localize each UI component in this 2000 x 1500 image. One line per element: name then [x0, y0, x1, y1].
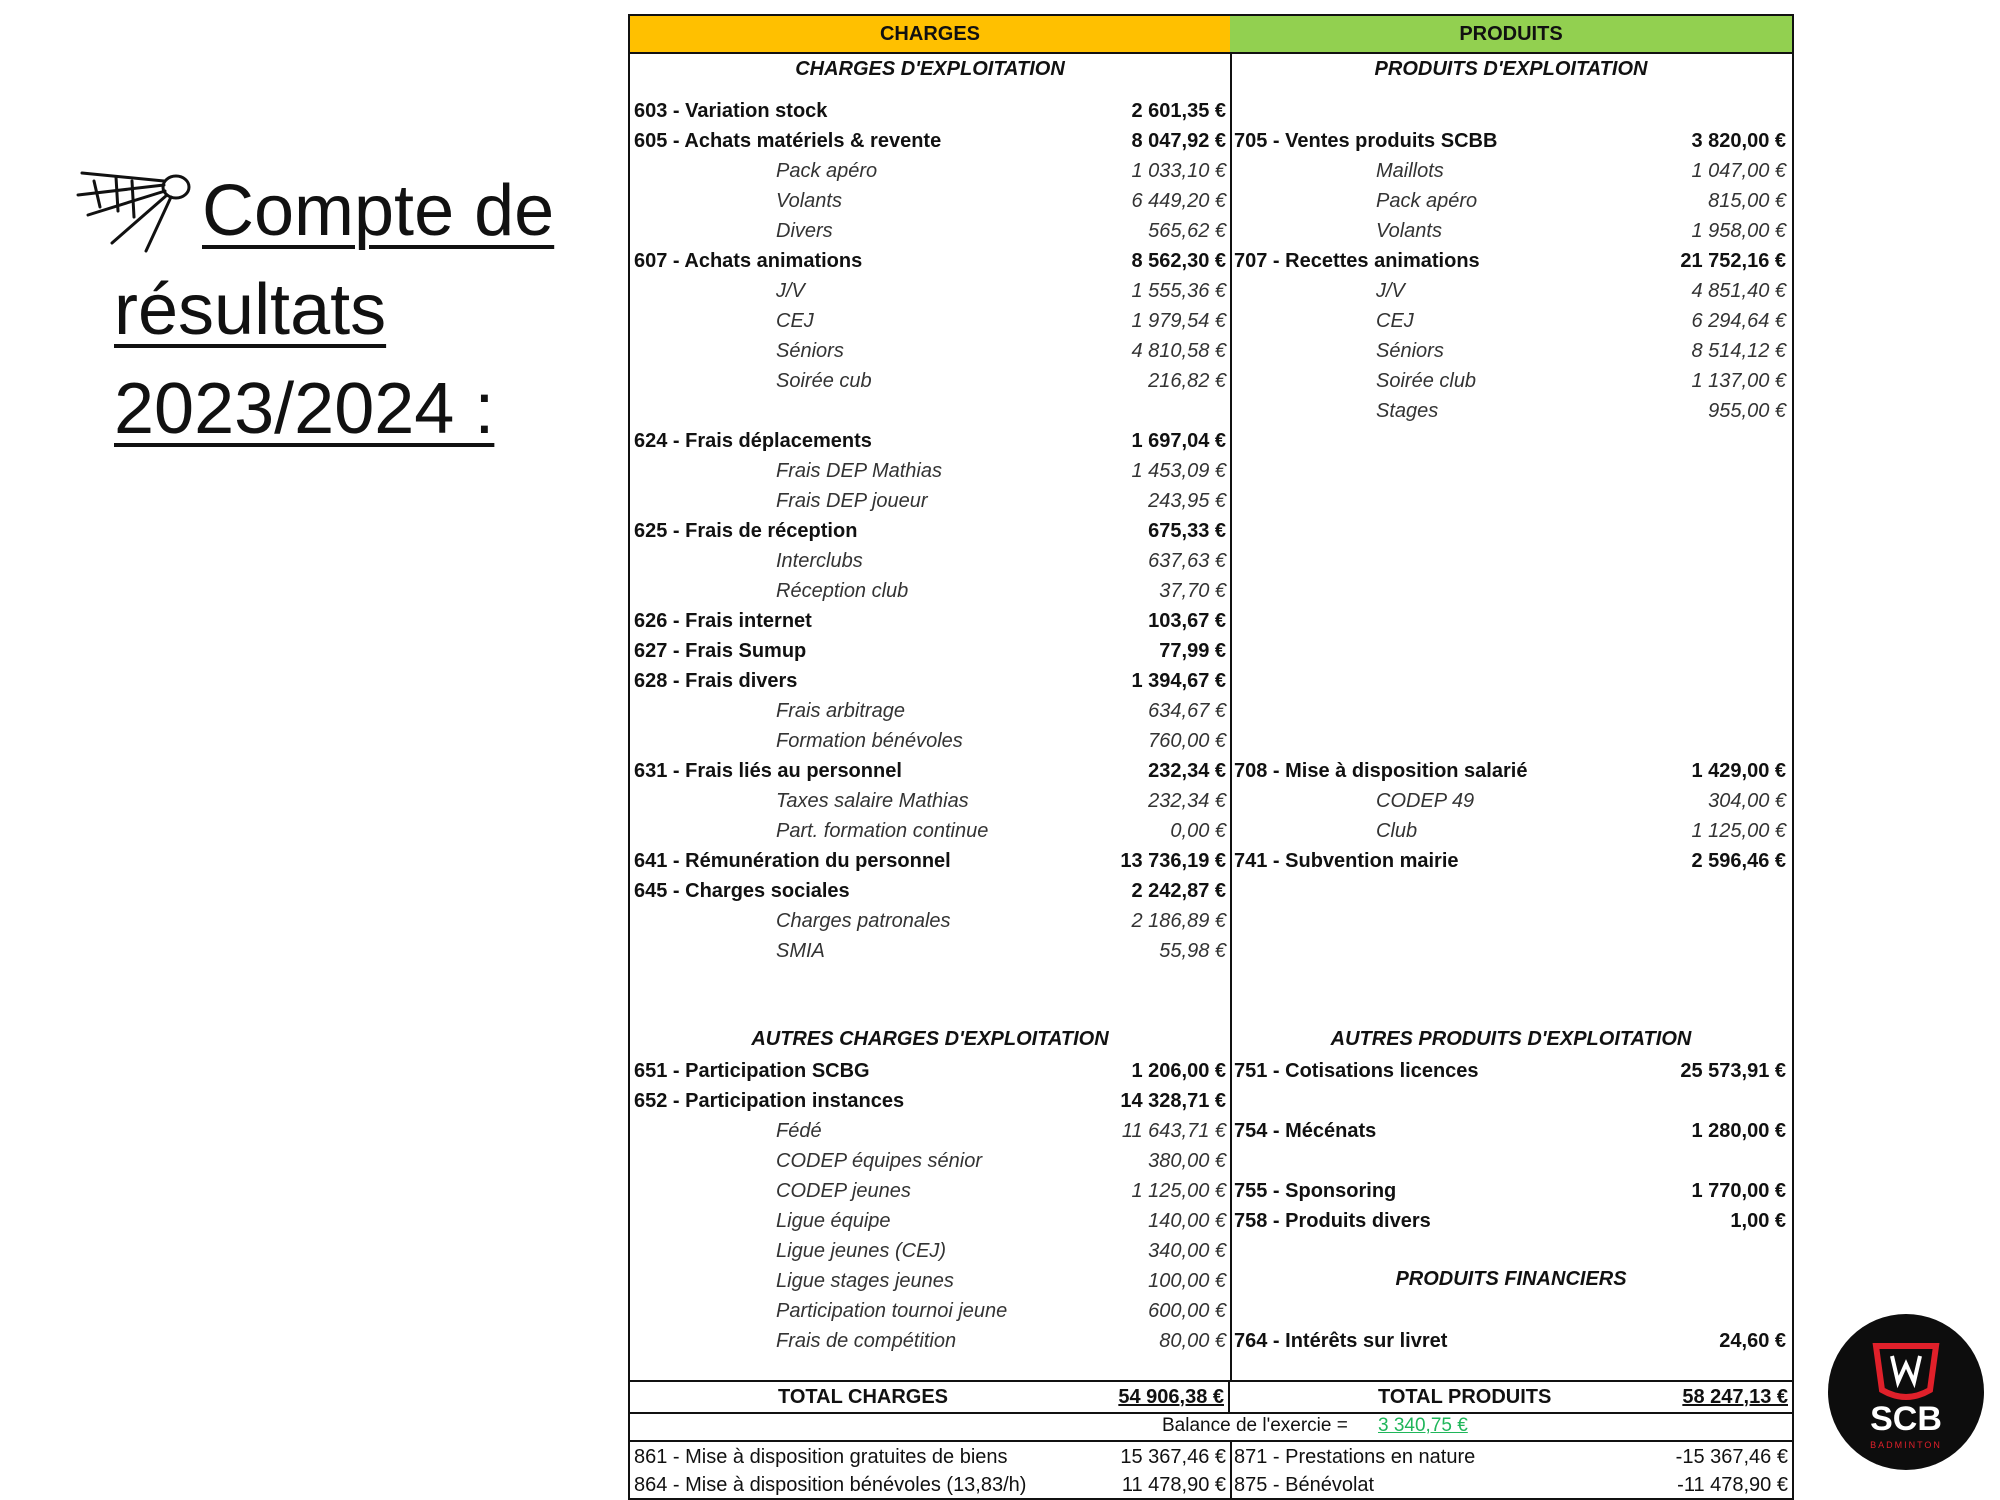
produits-row: [1234, 1326, 1786, 1356]
produits-row: [1234, 366, 1786, 396]
charges-value: 37,70 €: [1159, 580, 1226, 602]
produits-row: [1234, 156, 1786, 186]
charges-value: 243,95 €: [1148, 490, 1226, 512]
charges-label: 651 - Participation SCBG: [634, 1060, 870, 1082]
produits-label: 708 - Mise à disposition salarié: [1234, 760, 1528, 782]
charges-value: 140,00 €: [1148, 1210, 1226, 1232]
produits-value: 6 294,64 €: [1691, 310, 1786, 332]
produits-label: Volants: [1376, 220, 1442, 242]
charges-row: [634, 216, 1226, 246]
charges-label: Frais DEP joueur: [776, 490, 928, 512]
charges-label: Fédé: [776, 1120, 822, 1142]
produits-value: 4 851,40 €: [1691, 280, 1786, 302]
produits-row: [1234, 126, 1786, 156]
total-produits: [1230, 1382, 1792, 1412]
produits-value: 21 752,16 €: [1680, 250, 1786, 272]
produits-row: [1234, 1056, 1786, 1086]
produits-row: [1234, 186, 1786, 216]
contribution-row: [630, 1470, 1792, 1500]
scb-badminton-logo: [1826, 1312, 1986, 1472]
produits-value: 3 820,00 €: [1691, 130, 1786, 152]
produits-label: 758 - Produits divers: [1234, 1210, 1431, 1232]
charges-label: Réception club: [776, 580, 909, 602]
charges-value: 637,63 €: [1148, 550, 1226, 572]
charges-row: [634, 876, 1226, 906]
charges-row: [634, 636, 1226, 666]
produits-label: Stages: [1376, 400, 1439, 422]
charges-row: [634, 696, 1226, 726]
produits-value: 1 125,00 €: [1691, 820, 1786, 842]
produits-value: 1 958,00 €: [1691, 220, 1786, 242]
section-autres-produits: AUTRES PRODUITS D'EXPLOITATION: [1330, 1028, 1692, 1050]
produits-row: [1234, 816, 1786, 846]
produits-value: 24,60 €: [1719, 1330, 1786, 1352]
produits-label: CEJ: [1376, 310, 1414, 332]
charges-value: 1 394,67 €: [1131, 670, 1226, 692]
charges-label: Divers: [776, 220, 833, 242]
contribution-right-value: -11 478,90 €: [1677, 1474, 1788, 1496]
charges-value: 13 736,19 €: [1120, 850, 1226, 872]
charges-row: [634, 786, 1226, 816]
charges-value: 675,33 €: [1148, 520, 1226, 542]
produits-row: [1234, 246, 1786, 276]
produits-value: 1 137,00 €: [1691, 370, 1786, 392]
total-produits-label: TOTAL PRODUITS: [1378, 1386, 1552, 1408]
section-produits-exploitation: PRODUITS D'EXPLOITATION: [1374, 58, 1648, 80]
contribution-left-value: 11 478,90 €: [1121, 1474, 1226, 1496]
produits-row: [1234, 786, 1786, 816]
charges-label: 628 - Frais divers: [634, 670, 798, 692]
title-line-3: 2023/2024 :: [114, 369, 495, 449]
total-produits-value: 58 247,13 €: [1682, 1386, 1788, 1408]
produits-label: 707 - Recettes animations: [1234, 250, 1480, 272]
charges-value: 1 555,36 €: [1131, 280, 1226, 302]
title-text-1: Compte de: [202, 171, 555, 251]
charges-label: 652 - Participation instances: [634, 1090, 905, 1112]
produits-value: 1 770,00 €: [1691, 1180, 1786, 1202]
title-line-1: [72, 162, 632, 261]
charges-value: 4 810,58 €: [1131, 340, 1226, 362]
charges-row: [634, 186, 1226, 216]
charges-value: 8 562,30 €: [1131, 250, 1226, 272]
charges-value: 232,34 €: [1148, 790, 1226, 812]
charges-label: Taxes salaire Mathias: [776, 790, 969, 812]
charges-label: CEJ: [776, 310, 814, 332]
produits-row: [1234, 396, 1786, 426]
total-charges-label: TOTAL CHARGES: [778, 1386, 949, 1408]
slide-title: [72, 162, 632, 459]
charges-value: 634,67 €: [1148, 700, 1226, 722]
charges-label: Frais de compétition: [776, 1330, 957, 1352]
charges-label: 624 - Frais déplacements: [634, 430, 872, 452]
charges-row: [634, 606, 1226, 636]
section-autres-charges: AUTRES CHARGES D'EXPLOITATION: [751, 1028, 1109, 1050]
charges-label: Ligue stages jeunes: [776, 1270, 954, 1292]
charges-label: SMIA: [776, 940, 825, 962]
produits-row: [1234, 1176, 1786, 1206]
charges-label: 641 - Rémunération du personnel: [634, 850, 951, 872]
charges-row: [634, 126, 1226, 156]
charges-label: Frais arbitrage: [776, 700, 905, 722]
charges-label: CODEP équipes sénior: [776, 1150, 983, 1172]
charges-row: [634, 666, 1226, 696]
charges-value: 1 125,00 €: [1131, 1180, 1226, 1202]
charges-row: [634, 1236, 1226, 1266]
charges-row: [634, 546, 1226, 576]
charges-value: 760,00 €: [1148, 730, 1226, 752]
produits-label: 764 - Intérêts sur livret: [1234, 1330, 1448, 1352]
produits-value: 304,00 €: [1708, 790, 1786, 812]
charges-label: 625 - Frais de réception: [634, 520, 858, 542]
charges-row: [634, 486, 1226, 516]
produits-row: [1234, 336, 1786, 366]
charges-label: 626 - Frais internet: [634, 610, 812, 632]
charges-row: [634, 756, 1226, 786]
charges-row: [634, 156, 1226, 186]
shuttlecock-icon: [72, 167, 196, 257]
charges-column: [630, 16, 1232, 1380]
produits-label: 754 - Mécénats: [1234, 1120, 1377, 1142]
produits-row: [1234, 1116, 1786, 1146]
logo-text: SCB: [1870, 1400, 1942, 1438]
produits-row: [1234, 276, 1786, 306]
charges-row: [634, 426, 1226, 456]
charges-value: 103,67 €: [1148, 610, 1226, 632]
produits-label: CODEP 49: [1376, 790, 1475, 812]
charges-value: 11 643,71 €: [1121, 1120, 1226, 1142]
total-charges-value: 54 906,38 €: [1118, 1386, 1224, 1408]
charges-label: CODEP jeunes: [776, 1180, 911, 1202]
charges-row: [634, 906, 1226, 936]
total-charges: [630, 1382, 1230, 1412]
produits-row: [1234, 306, 1786, 336]
charges-value: 77,99 €: [1159, 640, 1226, 662]
charges-label: Frais DEP Mathias: [776, 460, 942, 482]
charges-row: [634, 936, 1226, 966]
totals-row: [630, 1380, 1792, 1414]
produits-value: 1 280,00 €: [1691, 1120, 1786, 1142]
produits-row: [1234, 846, 1786, 876]
charges-row: [634, 516, 1226, 546]
charges-row: [634, 576, 1226, 606]
charges-row: [634, 1326, 1226, 1356]
produits-value: 25 573,91 €: [1680, 1060, 1786, 1082]
charges-value: 340,00 €: [1148, 1240, 1226, 1262]
charges-value: 2 601,35 €: [1131, 100, 1226, 122]
charges-row: [634, 1266, 1226, 1296]
charges-row: [634, 1086, 1226, 1116]
charges-value: 6 449,20 €: [1131, 190, 1226, 212]
charges-label: Ligue équipe: [776, 1210, 891, 1232]
balance-value: 3 340,75 €: [1378, 1415, 1468, 1436]
charges-row: [634, 846, 1226, 876]
produits-label: J/V: [1376, 280, 1405, 302]
charges-value: 216,82 €: [1148, 370, 1226, 392]
produits-label: 751 - Cotisations licences: [1234, 1060, 1479, 1082]
charges-row: [634, 366, 1226, 396]
contribution-left-value: 15 367,46 €: [1120, 1446, 1226, 1468]
contribution-row: [630, 1442, 1792, 1472]
charges-row: [634, 1176, 1226, 1206]
charges-row: [634, 1146, 1226, 1176]
charges-value: 8 047,92 €: [1131, 130, 1226, 152]
charges-row: [634, 1296, 1226, 1326]
produits-value: 8 514,12 €: [1691, 340, 1786, 362]
charges-value: 1 453,09 €: [1131, 460, 1226, 482]
produits-value: 2 596,46 €: [1691, 850, 1786, 872]
charges-header: CHARGES: [630, 16, 1230, 54]
charges-row: [634, 306, 1226, 336]
charges-value: 80,00 €: [1159, 1330, 1226, 1352]
produits-row: [1234, 1206, 1786, 1236]
charges-label: 607 - Achats animations: [634, 250, 863, 272]
contribution-left-label: 864 - Mise à disposition bénévoles (13,83/h): [634, 1474, 1027, 1496]
charges-value: 565,62 €: [1148, 220, 1226, 242]
charges-label: Participation tournoi jeune: [776, 1300, 1008, 1322]
charges-label: Ligue jeunes (CEJ): [776, 1240, 947, 1262]
produits-label: Maillots: [1376, 160, 1444, 182]
produits-row: [1234, 756, 1786, 786]
charges-value: 55,98 €: [1159, 940, 1226, 962]
charges-value: 1 206,00 €: [1131, 1060, 1226, 1082]
charges-label: 603 - Variation stock: [634, 100, 828, 122]
title-line-2: résultats: [114, 270, 387, 350]
charges-label: Interclubs: [776, 550, 863, 572]
charges-row: [634, 1056, 1226, 1086]
contribution-right-value: -15 367,46 €: [1675, 1446, 1788, 1468]
charges-row: [634, 246, 1226, 276]
charges-row: [634, 276, 1226, 306]
charges-value: 232,34 €: [1148, 760, 1226, 782]
charges-value: 1 033,10 €: [1131, 160, 1226, 182]
charges-row: [634, 96, 1226, 126]
produits-label: Pack apéro: [1376, 190, 1478, 212]
charges-label: Charges patronales: [776, 910, 951, 932]
charges-value: 2 242,87 €: [1131, 880, 1226, 902]
income-statement-table: [628, 14, 1794, 1500]
charges-label: Séniors: [776, 340, 844, 362]
charges-label: Volants: [776, 190, 842, 212]
produits-row: [1234, 216, 1786, 246]
section-charges-exploitation: CHARGES D'EXPLOITATION: [795, 58, 1065, 80]
balance-row: [630, 1412, 1792, 1442]
charges-label: Part. formation continue: [776, 820, 989, 842]
charges-row: [634, 336, 1226, 366]
column-divider: [1230, 1442, 1232, 1500]
produits-value: 1 047,00 €: [1691, 160, 1786, 182]
charges-label: Formation bénévoles: [776, 730, 963, 752]
charges-label: 645 - Charges sociales: [634, 880, 850, 902]
charges-label: 627 - Frais Sumup: [634, 640, 807, 662]
balance-label: Balance de l'exercie =: [1162, 1415, 1348, 1436]
charges-label: 631 - Frais liés au personnel: [634, 760, 902, 782]
produits-label: Club: [1376, 820, 1418, 842]
contribution-right-label: 875 - Bénévolat: [1234, 1474, 1375, 1496]
produits-value: 1,00 €: [1730, 1210, 1786, 1232]
charges-value: 600,00 €: [1148, 1300, 1226, 1322]
charges-row: [634, 816, 1226, 846]
charges-label: Pack apéro: [776, 160, 878, 182]
produits-value: 815,00 €: [1708, 190, 1786, 212]
produits-label: Soirée club: [1376, 370, 1477, 392]
charges-label: Soirée cub: [776, 370, 872, 392]
charges-value: 1 979,54 €: [1131, 310, 1226, 332]
section-produits-financiers: PRODUITS FINANCIERS: [1395, 1268, 1627, 1290]
charges-value: 380,00 €: [1148, 1150, 1226, 1172]
charges-value: 0,00 €: [1170, 820, 1226, 842]
produits-header: PRODUITS: [1230, 16, 1792, 54]
produits-label: 741 - Subvention mairie: [1234, 850, 1459, 872]
contribution-left-label: 861 - Mise à disposition gratuites de biens: [634, 1446, 1008, 1468]
produits-label: Séniors: [1376, 340, 1444, 362]
charges-value: 14 328,71 €: [1120, 1090, 1226, 1112]
contribution-right-label: 871 - Prestations en nature: [1234, 1446, 1476, 1468]
charges-value: 1 697,04 €: [1131, 430, 1226, 452]
produits-value: 955,00 €: [1708, 400, 1786, 422]
charges-row: [634, 1116, 1226, 1146]
charges-value: 2 186,89 €: [1131, 910, 1226, 932]
produits-label: 755 - Sponsoring: [1234, 1180, 1397, 1202]
logo-subtext: BADMINTON: [1870, 1440, 1942, 1450]
charges-row: [634, 456, 1226, 486]
charges-label: J/V: [776, 280, 805, 302]
charges-row: [634, 726, 1226, 756]
charges-label: 605 - Achats matériels & revente: [634, 130, 942, 152]
produits-column: [1230, 16, 1792, 1380]
produits-value: 1 429,00 €: [1691, 760, 1786, 782]
produits-label: 705 - Ventes produits SCBB: [1234, 130, 1498, 152]
charges-value: 100,00 €: [1148, 1270, 1226, 1292]
charges-row: [634, 1206, 1226, 1236]
